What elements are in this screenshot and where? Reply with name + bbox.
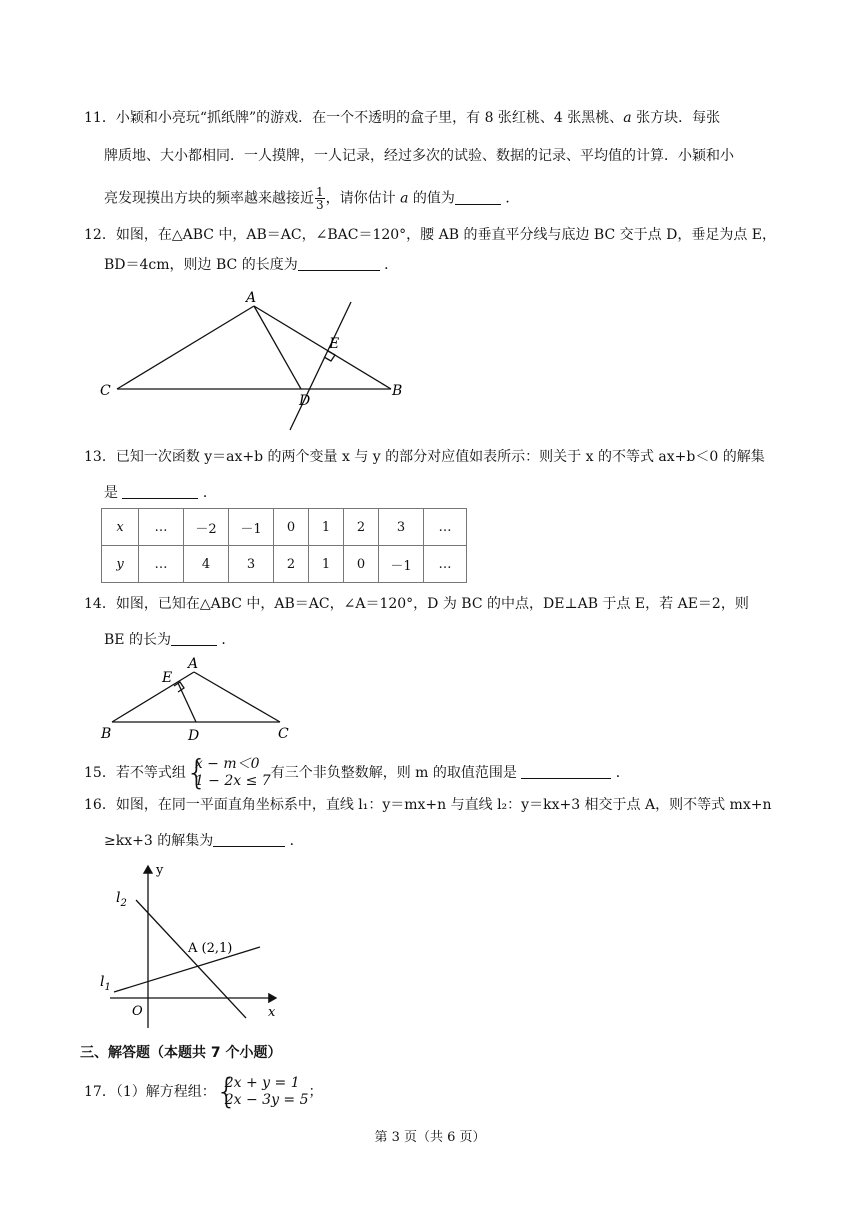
q15-line: 15．若不等式组 { x − m＜0 1 − 2x ≤ 7 有三个非负整数解，则 m 的取值范围是 ． — [84, 753, 630, 793]
line-l1 — [114, 947, 260, 992]
q12-line2: BD＝4cm，则边 BC 的长度为 ． — [104, 257, 399, 273]
q15-answer-blank[interactable] — [521, 764, 611, 779]
q16-line2: ≥kx+3 的解集为 ． — [104, 833, 304, 849]
q14-label-e: E — [162, 670, 173, 686]
q12-label-b: B — [392, 383, 403, 399]
q14-side-ac — [194, 672, 280, 722]
q14-label-a: A — [188, 656, 199, 672]
q14-segment-de — [178, 683, 196, 722]
q12-label-e: E — [329, 336, 340, 352]
x-axis-label: x — [268, 1005, 276, 1020]
q12-line1: 12．如图，在△ABC 中，AB＝AC，∠BAC＝120°，腰 AB 的垂直平分线与底边 BC 交于点 D，垂足为点 E， — [84, 227, 776, 243]
y-axis-label: y — [156, 863, 164, 878]
q12-perpendicular-bisector — [290, 302, 351, 430]
q12-label-c: C — [100, 383, 111, 399]
q12-label-a: A — [246, 290, 257, 306]
q13-answer-blank[interactable] — [122, 484, 198, 499]
table-cell: 2 — [274, 546, 309, 583]
table-header-y: y — [102, 546, 139, 583]
table-cell: －1 — [229, 509, 274, 546]
q14-side-ba — [112, 672, 194, 722]
table-cell: －2 — [184, 509, 229, 546]
q12-segment-ad — [254, 306, 301, 389]
table-cell: … — [424, 546, 467, 583]
table-cell: 3 — [379, 509, 424, 546]
line-l2 — [136, 900, 246, 1018]
l1-label: $l_1$ — [100, 974, 111, 993]
table-cell: … — [424, 509, 467, 546]
q11-answer-blank[interactable] — [455, 190, 501, 205]
q12-side-ab — [254, 306, 391, 389]
q15-inequality-system: { x − m＜0 1 − 2x ≤ 7 — [185, 753, 271, 793]
q16-coordinate-figure — [96, 858, 296, 1034]
table-cell: 4 — [184, 546, 229, 583]
table-cell: 0 — [274, 509, 309, 546]
q14-triangle-figure — [96, 652, 306, 744]
table-cell: 1 — [309, 509, 344, 546]
q11-line3: 亮发现摸出方块的频率越来越接近 $\frac{1}{3}$ ，请你估计 a 的值为 ． — [104, 185, 520, 212]
q12-triangle-figure — [95, 285, 415, 435]
q14-label-b: B — [101, 726, 112, 742]
table-cell: … — [139, 546, 184, 583]
q14-line2: BE 的长为 ． — [104, 632, 236, 648]
l2-label: $l_2$ — [116, 890, 127, 909]
section-heading: 三、解答题（本题共 7 个小题） — [80, 1045, 282, 1061]
origin-label: O — [132, 1004, 143, 1019]
table-cell: 3 — [229, 546, 274, 583]
table-cell: －1 — [379, 546, 424, 583]
table-cell: … — [139, 509, 184, 546]
table-header-x: x — [102, 509, 139, 546]
q17-equation-system: { 2x + y = 1 2x − 3y = 5 — [215, 1072, 309, 1112]
q13-value-table — [101, 508, 467, 583]
q12-side-ca — [117, 306, 254, 389]
intersection-label-a: A (2,1) — [188, 941, 233, 956]
table-row-y — [102, 546, 467, 583]
q12-answer-blank[interactable] — [298, 256, 380, 271]
fraction-one-third: $\frac{1}{3}$ — [316, 185, 324, 212]
q16-answer-blank[interactable] — [213, 832, 285, 847]
table-cell: 2 — [344, 509, 379, 546]
q12-label-d: D — [299, 393, 311, 409]
q14-label-d: D — [188, 728, 200, 744]
q11-line1: 11．小颖和小亮玩“抓纸牌”的游戏．在一个不透明的盒子里，有 8 张红桃、4 张黑桃、a 张方块．每张 — [84, 110, 721, 126]
q16-line1: 16．如图，在同一平面直角坐标系中，直线 l₁：y＝mx+n 与直线 l₂：y＝kx+3 相交于点 A，则不等式 mx+n — [84, 797, 772, 813]
table-cell: 1 — [309, 546, 344, 583]
table-row-x — [102, 509, 467, 546]
q13-line2: 是 ． — [104, 485, 217, 501]
q13-line1: 13．已知一次函数 y＝ax+b 的两个变量 x 与 y 的部分对应值如表所示：则关于 x 的不等式 ax+b＜0 的解集 — [84, 449, 765, 465]
q14-line1: 14．如图，已知在△ABC 中，AB＝AC，∠A＝120°，D 为 BC 的中点，DE⊥AB 于点 E，若 AE＝2，则 — [84, 596, 749, 612]
q14-label-c: C — [278, 726, 289, 742]
page-footer: 第 3 页（共 6 页） — [374, 1130, 486, 1145]
q11-line2: 牌质地、大小都相同．一人摸牌，一人记录，经过多次的试验、数据的记录、平均值的计算．小颖和小 — [104, 148, 734, 164]
q17-line: 17．（1）解方程组： { 2x + y = 1 2x − 3y = 5 ； — [84, 1072, 323, 1112]
q14-answer-blank[interactable] — [171, 631, 217, 646]
table-cell: 0 — [344, 546, 379, 583]
